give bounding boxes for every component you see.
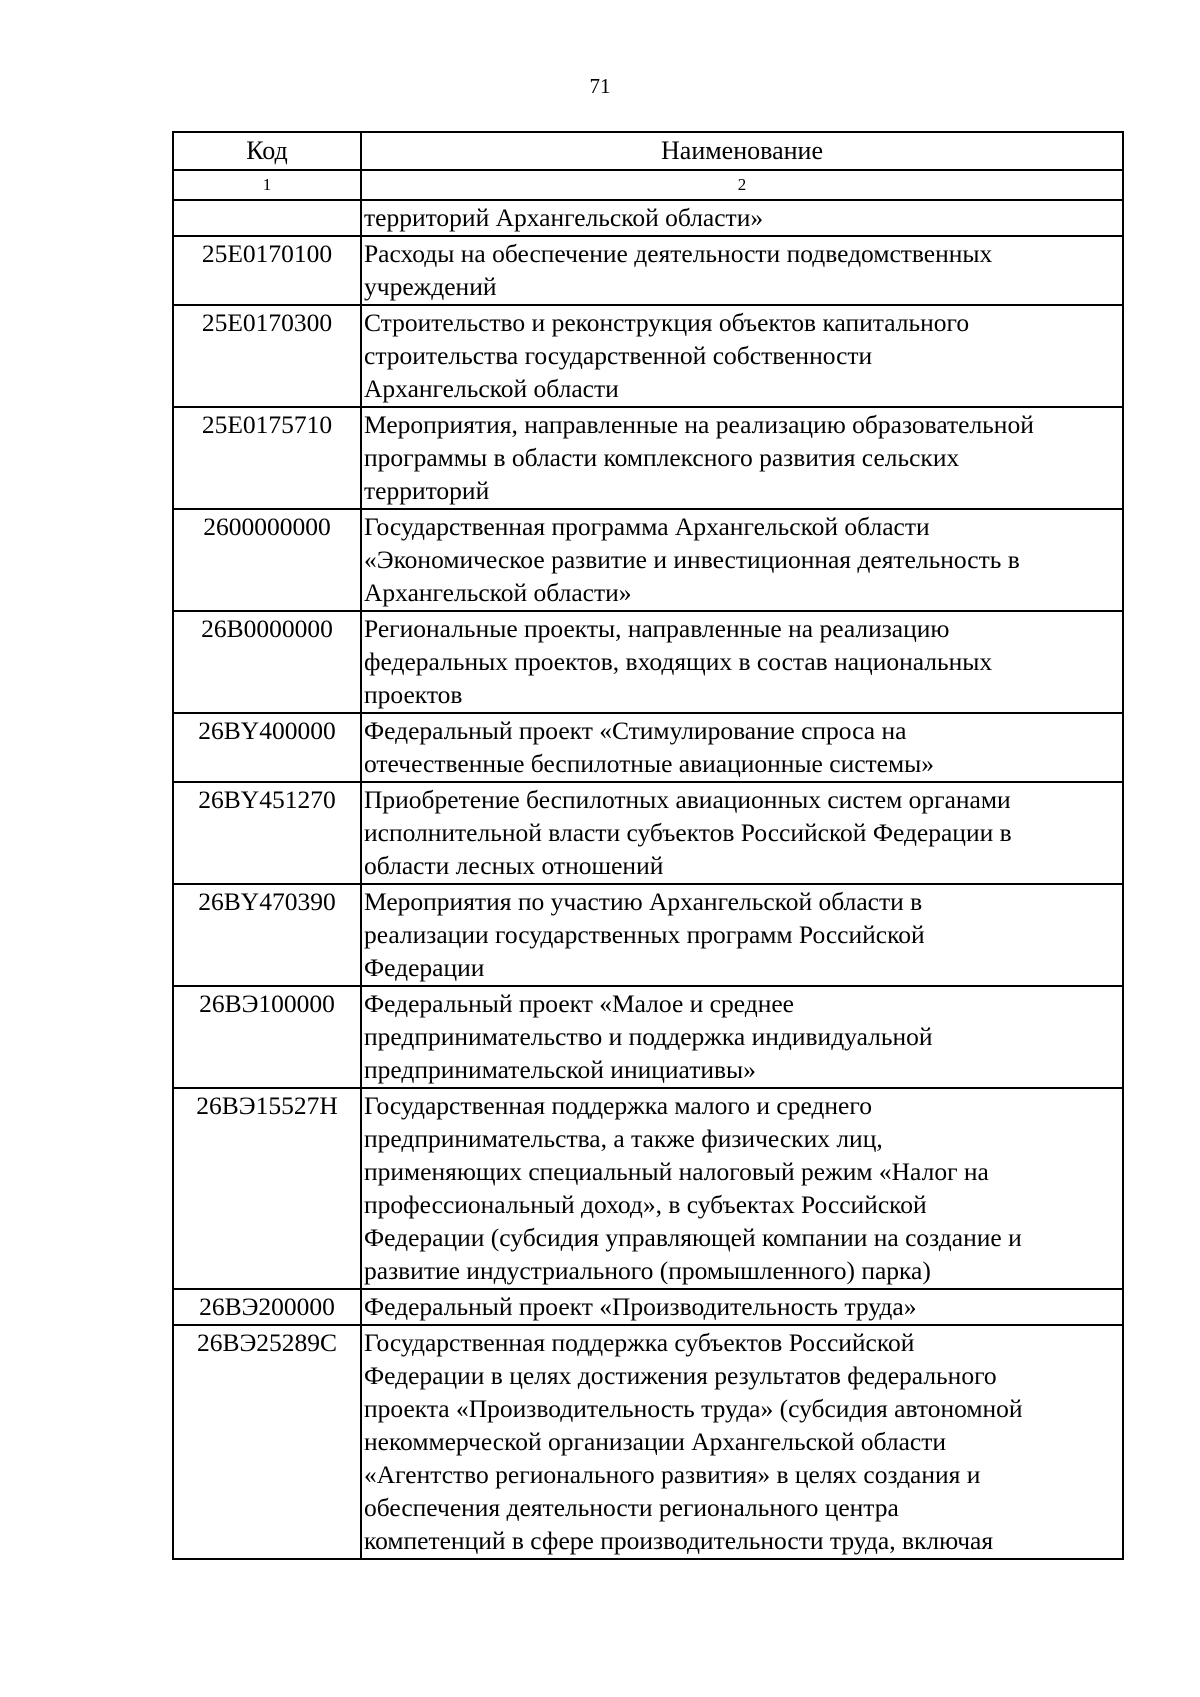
column-numbering-row	[173, 170, 1123, 200]
column-number-2: 2	[361, 170, 1123, 200]
table-row	[173, 1325, 1123, 1559]
row-code: 26ВЭ100000	[173, 986, 361, 1088]
table-row	[173, 509, 1123, 611]
row-code: 26BY400000	[173, 713, 361, 782]
row-name: территорий Архангельской области»	[361, 200, 1123, 236]
row-name: Государственная поддержка малого и среднего предпринимательства, а также физических лиц, применяющих специальный налоговый режим «Налог на профессиональный доход», в субъектах Российской Федерации (субсидия управляющей компании на создание и развитие индустриального (промышленного) парка)	[361, 1088, 1123, 1289]
header-name: Наименование	[361, 132, 1123, 170]
row-name: Мероприятия по участию Архангельской области в реализации государственных программ Российской Федерации	[361, 884, 1123, 986]
table-body	[173, 132, 1123, 1559]
row-code: 25Е0170300	[173, 305, 361, 407]
table-row	[173, 1289, 1123, 1325]
row-code: 26BY451270	[173, 782, 361, 884]
row-code: 25Е0170100	[173, 236, 361, 305]
row-code: 26BY470390	[173, 884, 361, 986]
row-code: 25Е0175710	[173, 407, 361, 509]
row-code: 26ВЭ200000	[173, 1289, 361, 1325]
row-name: Мероприятия, направленные на реализацию образовательной программы в области комплексного развития сельских территорий	[361, 407, 1123, 509]
table-row	[173, 236, 1123, 305]
row-code: 26В0000000	[173, 611, 361, 713]
table-row	[173, 1088, 1123, 1289]
row-code: 26ВЭ15527Н	[173, 1088, 361, 1289]
row-name: Государственная программа Архангельской области «Экономическое развитие и инвестиционная деятельность в Архангельской области»	[361, 509, 1123, 611]
budget-codes-table	[172, 131, 1124, 1560]
table-row	[173, 407, 1123, 509]
row-name: Федеральный проект «Стимулирование спроса на отечественные беспилотные авиационные системы»	[361, 713, 1123, 782]
row-name: Приобретение беспилотных авиационных систем органами исполнительной власти субъектов Российской Федерации в области лесных отношений	[361, 782, 1123, 884]
page-number: 71	[589, 74, 611, 98]
row-name: Строительство и реконструкция объектов капитального строительства государственной собственности Архангельской области	[361, 305, 1123, 407]
table-row	[173, 200, 1123, 236]
row-code: 2600000000	[173, 509, 361, 611]
table-row	[173, 305, 1123, 407]
row-name: Региональные проекты, направленные на реализацию федеральных проектов, входящих в состав национальных проектов	[361, 611, 1123, 713]
table-row	[173, 713, 1123, 782]
table-header-row	[173, 132, 1123, 170]
row-name: Федеральный проект «Малое и среднее предпринимательство и поддержка индивидуальной предпринимательской инициативы»	[361, 986, 1123, 1088]
column-number-1: 1	[173, 170, 361, 200]
row-name: Федеральный проект «Производительность труда»	[361, 1289, 1123, 1325]
table-row	[173, 611, 1123, 713]
row-name: Государственная поддержка субъектов Российской Федерации в целях достижения результатов федерального проекта «Производительность труда» (субсидия автономной некоммерческой организации Архангельской области «Агентство регионального развития» в целях создания и обеспечения деятельности регионального центра компетенций в сфере производительности труда, включая	[361, 1325, 1123, 1559]
header-code: Код	[173, 132, 361, 170]
table-row	[173, 884, 1123, 986]
row-code: 26ВЭ25289С	[173, 1325, 361, 1559]
table-row	[173, 986, 1123, 1088]
row-code	[173, 200, 361, 236]
table-row	[173, 782, 1123, 884]
row-name: Расходы на обеспечение деятельности подведомственных учреждений	[361, 236, 1123, 305]
